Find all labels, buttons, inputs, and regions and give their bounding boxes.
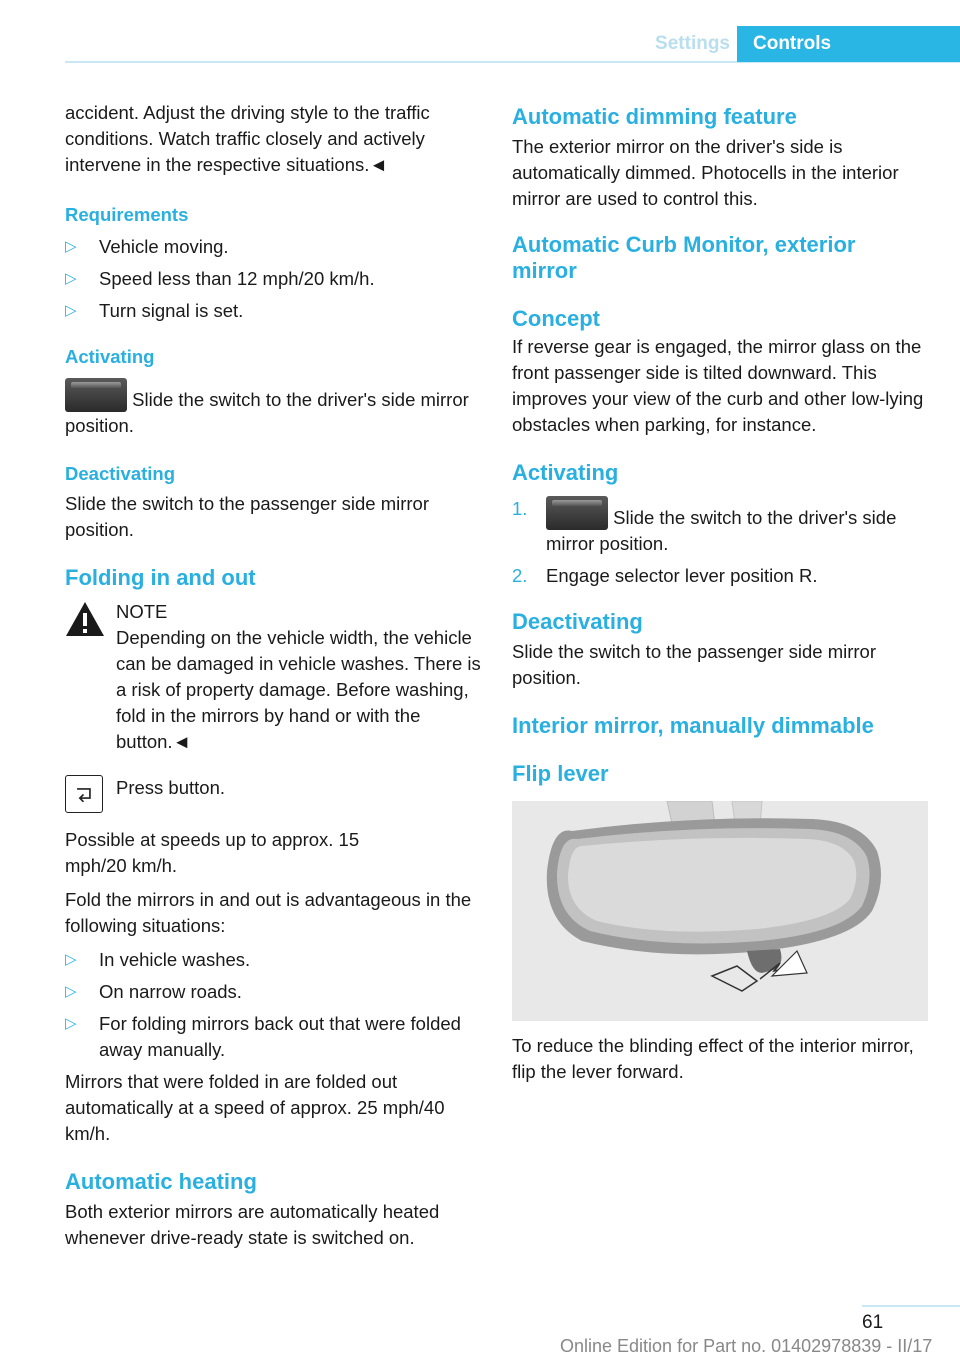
deactivating-heading-right: Deactivating bbox=[512, 609, 643, 634]
list-item: 1. Slide the switch to the driver's side mirror position. bbox=[512, 498, 897, 554]
situations-list bbox=[65, 947, 485, 1063]
bullet-triangle-icon: ▷ bbox=[65, 238, 77, 255]
deactivating-text-right: Slide the switch to the passenger side mirror position. bbox=[512, 641, 877, 688]
press-button-block bbox=[65, 775, 485, 815]
intro-paragraph: accident. Adjust the driving style to the traffic conditions. Watch traffic closely and actively intervene in the respective situations.◄ bbox=[65, 102, 430, 175]
heating-text: Both exterior mirrors are automatically heated whenever drive-ready state is switched on. bbox=[65, 1201, 440, 1248]
flip-text: To reduce the blinding effect of the interior mirror, flip the lever forward. bbox=[512, 1035, 914, 1082]
warning-icon bbox=[65, 601, 105, 637]
list-item: 2. Engage selector lever position R. bbox=[512, 565, 818, 586]
heating-heading: Automatic heating bbox=[65, 1169, 257, 1194]
requirements-heading: Requirements bbox=[65, 204, 189, 225]
rearview-mirror-illustration bbox=[512, 801, 928, 1021]
bullet-triangle-icon: ▷ bbox=[65, 983, 77, 1000]
activating-heading-right: Activating bbox=[512, 460, 619, 485]
interior-heading: Interior mirror, manually dimmable bbox=[512, 713, 874, 738]
switch-icon bbox=[546, 496, 608, 530]
press-button-text: Press button. bbox=[116, 777, 226, 798]
left-column bbox=[65, 100, 485, 1251]
switch-icon bbox=[65, 378, 127, 412]
speed-note: Possible at speeds up to approx. 15 mph/20 km/h. bbox=[65, 829, 360, 876]
note-block bbox=[65, 599, 485, 755]
concept-heading: Concept bbox=[512, 306, 600, 331]
list-item: ▷ For folding mirrors back out that were folded away manually. bbox=[65, 1013, 461, 1060]
bullet-triangle-icon: ▷ bbox=[65, 1015, 77, 1032]
requirements-list bbox=[65, 234, 485, 324]
tab-controls[interactable]: Controls bbox=[737, 26, 960, 62]
edition-footer: Online Edition for Part no. 01402978839 - II/17 bbox=[560, 1336, 933, 1356]
dimming-text: The exterior mirror on the driver's side is automatically dimmed. Photocells in the interior mirror are used to control this. bbox=[512, 136, 899, 209]
fold-button-icon bbox=[65, 775, 103, 813]
activating-paragraph: Slide the switch to the driver's side mirror position. bbox=[65, 378, 485, 439]
curb-heading: Automatic Curb Monitor, exterior mirror bbox=[512, 232, 856, 283]
right-column bbox=[512, 104, 930, 1085]
note-label: NOTE bbox=[116, 601, 168, 622]
list-item: ▷ Turn signal is set. bbox=[65, 298, 485, 324]
flip-heading: Flip lever bbox=[512, 761, 609, 786]
bullet-triangle-icon: ▷ bbox=[65, 270, 77, 287]
bullet-triangle-icon: ▷ bbox=[65, 951, 77, 968]
advantage-intro: Fold the mirrors in and out is advantageous in the following situations: bbox=[65, 889, 472, 936]
note-text: Depending on the vehicle width, the vehicle can be damaged in vehicle washes. There is a risk of property damage. Before washing, fold in the mirrors by hand or with the button.◄ bbox=[116, 627, 481, 752]
folding-heading: Folding in and out bbox=[65, 565, 256, 590]
footer-rule bbox=[862, 1305, 960, 1307]
bullet-triangle-icon: ▷ bbox=[65, 302, 77, 319]
deactivating-paragraph: Slide the switch to the passenger side mirror position. bbox=[65, 493, 430, 540]
mirror-drawing bbox=[512, 801, 928, 1021]
dimming-heading: Automatic dimming feature bbox=[512, 104, 797, 129]
concept-text: If reverse gear is engaged, the mirror glass on the front passenger side is tilted downward. This improves your view of the curb and other low-lying obstacles when parking, for instance. bbox=[512, 336, 924, 435]
activating-steps bbox=[512, 496, 930, 589]
deactivating-heading: Deactivating bbox=[65, 463, 176, 484]
page-number: 61 bbox=[862, 1312, 884, 1333]
list-item: ▷ Vehicle moving. bbox=[65, 234, 485, 260]
auto-fold-text: Mirrors that were folded in are folded out automatically at a speed of approx. 25 mph/40 km/h. bbox=[65, 1071, 445, 1144]
list-item: ▷ In vehicle washes. bbox=[65, 947, 485, 973]
activating-heading: Activating bbox=[65, 346, 155, 367]
list-item: ▷ Speed less than 12 mph/20 km/h. bbox=[65, 266, 485, 292]
list-item: ▷ On narrow roads. bbox=[65, 979, 485, 1005]
tab-settings[interactable]: Settings bbox=[655, 33, 730, 54]
